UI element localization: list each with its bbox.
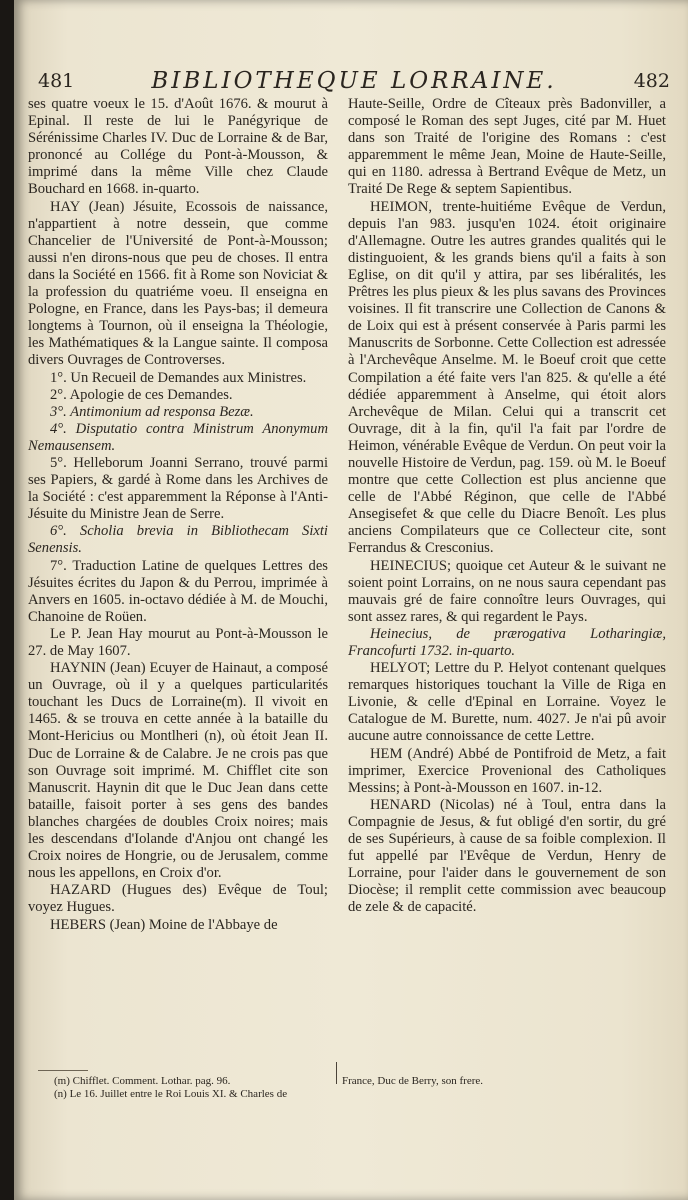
paragraph: Le P. Jean Hay mourut au Pont-à-Mousson le 27. de May 1607. <box>28 625 328 659</box>
list-item: 6°. Scholia brevia in Bibliothecam Sixti Senensis. <box>28 523 328 557</box>
list-item: 2°. Apologie de ces Demandes. <box>50 386 233 403</box>
page-number-left: 481 <box>38 70 75 92</box>
paragraph: Haute-Seille, Ordre de Cîteaux près Badonviller, a composé le Roman des sept Juges, cité par M. Huet dans son Traité de l'origine des Romans : c'est apparemment le même Jean, Moine de Haute-Seille, qui en 1180. adressa à Bertrand Evêque de Metz, un Traité De Rege & septem Sapientibus. <box>348 96 666 198</box>
entry-helyot: HELYOT; Lettre du P. Helyot contenant quelques remarques historiques touchant la Ville de Riga en Livonie, & celle d'Epinal en Lorraine. Voyez le Catalogue de M. Burette, num. 4027. Je n'ai pû avoir aucune autre connoissance de cette Lettre. <box>348 660 666 745</box>
list-item: 4°. Disputatio contra Ministrum Anonymum Nemausensem. <box>28 420 328 454</box>
page-number-right: 482 <box>633 70 670 92</box>
paragraph: ses quatre voeux le 15. d'Août 1676. & mourut à Epinal. Il reste de lui le Panégyrique de Sérénissime Charles IV. Duc de Lorraine & de Bar, prononcé au Collége du Pont-à-Mousson, & imprimé dans la même Ville chez Claude Bouchard en 1668. in-quarto. <box>28 96 328 198</box>
running-title: BIBLIOTHEQUE LORRAINE. <box>151 68 557 94</box>
list-item: 1°. Un Recueil de Demandes aux Ministres. <box>50 369 307 386</box>
running-header <box>38 66 670 96</box>
entry-heinecius: HEINECIUS; quoique cet Auteur & le suivant ne soient point Lorrains, on ne nous saura cependant pas mauvais gré de faire connoître leurs Ouvrages, qui sont assez rares, & qui regardent le Pays. <box>348 557 666 625</box>
entry-hazard: HAZARD (Hugues des) Evêque de Toul; voyez Hugues. <box>28 882 328 916</box>
footnote: France, Duc de Berry, son frere. <box>342 1075 484 1087</box>
entry-heimon: HEIMON, trente-huitiéme Evêque de Verdun, depuis l'an 983. jusqu'en 1024. étoit originaire d'Allemagne. Outre les autres grandes qualités qui le distinguoient, & les grands biens qu'il a faits à son Eglise, on dit qu'il y attira, par ses libéralités, les Prêtres les plus pieux & les plus savans des Provinces voisines. Il fit transcrire une Collection de Canons & de Loix qui est à présent conservée à Paris parmi les Manuscrits de Sorbonne. Cette Collection est adressée à l'Archevêque Anselme. M. le Boeuf croit que cette Compilation a été faite vers l'an 825. & qu'elle a été dédiée apparemment à Anselme, qui étoit alors Archevêque de Milan. Celui qui a transcrit cet Ouvrage, dit à la fin, qu'il l'a fait par l'ordre de Heimon, vénérable Evêque de Verdun. On peut voir la nouvelle Histoire de Verdun, pag. 159. où M. le Boeuf montre que cette Collection est plus ancienne que celle de l'Abbé Réginon, que celle de l'Abbé Ansegisefet & que celle du Diacre Benoît. Les plus anciens Compilateurs que ce Collecteur cite, sont Ferrandus & Cresconius. <box>348 198 666 557</box>
footnotes-left <box>54 1075 334 1101</box>
list-item: 5°. Helleborum Joanni Serrano, trouvé parmi ses Papiers, & gardé à Rome dans les Archives de la Société : c'est apparemment la Réponse à l'Anti-Jésuite du Ministre Jean de Serre. <box>28 454 328 523</box>
entry-henard: HENARD (Nicolas) né à Toul, entra dans la Compagnie de Jesus, & fut obligé d'en sortir, du gré de ses Supérieurs, à cause de sa foible complexion. Il fut appellé par l'Evêque de Verdun, Henry de Lorraine, pour l'aider dans le gouvernement de son Diocèse; il remplit cette commission avec beaucoup de zele & de capacité. <box>348 796 666 916</box>
list-item: 7°. Traduction Latine de quelques Lettres des Jésuites écrites du Japon & du Perrou, imprimée à Anvers en 1605. in-octavo dédiée à M. de Mouchi, Chanoine de Roüen. <box>28 557 328 625</box>
footnote: (m) Chifflet. Comment. Lothar. pag. 96. <box>54 1075 231 1087</box>
entry-hebers: HEBERS (Jean) Moine de l'Abbaye de <box>50 916 278 933</box>
list-item: 3°. Antimonium ad responsa Bezæ. <box>50 403 254 420</box>
entry-hay: HAY (Jean) Jésuite, Ecossois de naissance, n'appartient à notre dessein, que comme Chancelier de l'Université de Pont-à-Mousson; aussi n'en dirons-nous que peu de choses. Il entra dans la Société en 1566. fit à Rome son Noviciat & la profession du quatriéme voeu. Il enseigna en Pologne, en France, dans les Pays-bas; il demeura longtems à Tournon, où il enseigna la Théologie, les Mathématiques & la Langue sainte. Il composa divers Ouvrages de Controverses. <box>28 198 328 369</box>
entry-haynin: HAYNIN (Jean) Ecuyer de Hainaut, a composé un Ouvrage, où il y a quelques particularités touchant les Ducs de Lorraine(m). Il vivoit en 1465. & se trouva en cette année à la bataille du Mont-Hericius ou Montlheri (n), où étoit Jean II. Duc de Lorraine & de Calabre. Je ne crois pas que son Ouvrage soit imprimé. M. Chifflet cite son Manuscrit. Haynin dit que le Duc Jean dans cette bataille, faisoit porter à ses gens des bandes blanches chargées de doubles Croix noires; mais les descendans d'Iolande d'Anjou ont changé les Croix noires de Hongrie, ou de Jerusalem, comme nous les appellons, en Croix d'or. <box>28 660 328 882</box>
footnotes-right <box>342 1075 642 1088</box>
citation: Heinecius, de prærogativa Lotharingiæ, Francofurti 1732. in-quarto. <box>348 625 666 659</box>
footnote: (n) Le 16. Juillet entre le Roi Louis XI. & Charles de <box>54 1088 288 1100</box>
book-page <box>14 0 688 1200</box>
left-column <box>28 96 328 934</box>
footnote-rule <box>38 1070 88 1071</box>
footnote-divider <box>336 1062 337 1084</box>
entry-hem: HEM (André) Abbé de Pontifroid de Metz, a fait imprimer, Exercice Provenional des Catholiques Messins; à Pont-à-Mousson en 1607. in-12. <box>348 745 666 796</box>
right-column <box>348 96 666 917</box>
